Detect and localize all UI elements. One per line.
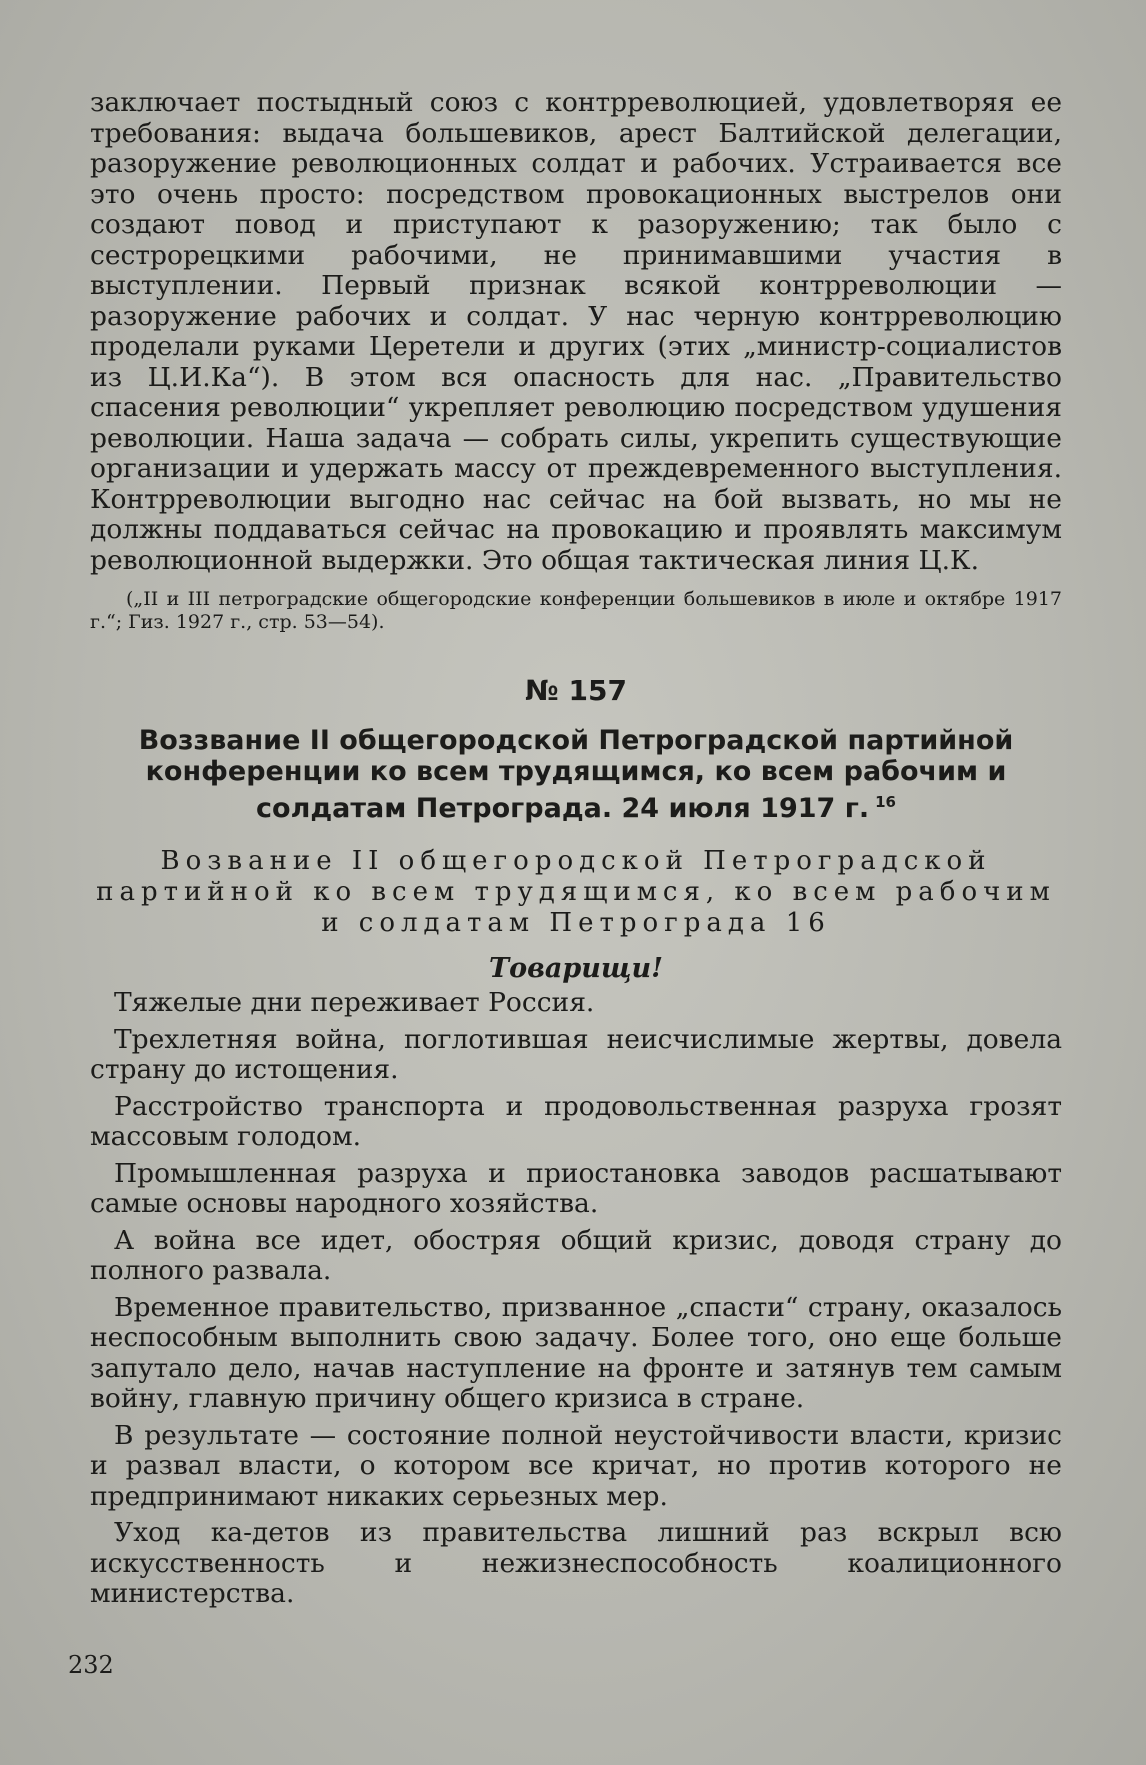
document-title-text: Воззвание II общегородской Петроградской партийной конференции ко всем трудящимся, ко всем рабочим и солдатам Петрограда. 24 июля 1917 г.: [138, 725, 1014, 824]
paragraph: В результате — состояние полной неустойчивости власти, кризис и развал власти, о котором все кричат, но против которого не предпринимают никаких серьезных мер.: [90, 1419, 1062, 1512]
greeting: Товарищи!: [489, 953, 663, 984]
paragraph: А война все идет, обостряя общий кризис, доводя страну до полного развала.: [90, 1224, 1062, 1286]
paragraph: Трехлетняя война, поглотившая неисчислимые жертвы, довела страну до истощения.: [90, 1023, 1062, 1085]
paragraph: Тяжелые дни переживает Россия.: [114, 987, 595, 1018]
document-number: № 157: [525, 674, 627, 707]
spaced-title: Возвание II общегородской Петроградской партийной ко всем трудящимся, ко всем рабочим и солдатам Петрограда 16: [96, 846, 1056, 938]
intro-paragraph: заключает постыдный союз с контрреволюцией, удовлетворяя ее требования: выдача большевиков, арест Балтийской делегации, разоружение революционных солдат и рабочих. Устраивается все это очень просто: посредством провокационных выстрелов они создают повод и приступают к разоружению; так было с сестрорецкими рабочими, не принимавшими участия в выступлении. Первый признак всякой контрреволюции — разоружение рабочих и солдат. У нас черную контрреволюцию проделали руками Церетели и других (этих „министр-социалистов из Ц.И.Ка“). В этом вся опасность для нас. „Правительство спасения революции“ укрепляет революцию посредством удушения революции. Наша задача — собрать силы, укрепить существующие организации и удержать массу от преждевременного выступления. Контрреволюции выгодно нас сейчас на бой вызвать, но мы не должны поддаваться сейчас на провокацию и проявлять максимум революционной выдержки. Это общая тактическая линия Ц.К.: [90, 87, 1062, 576]
page-number: 232: [68, 1651, 114, 1679]
paragraph: Уход ка-детов из правительства лишний раз вскрыл всю искусственность и нежизнеспособность коалиционного министерства.: [90, 1517, 1062, 1609]
document-title: [90, 725, 1062, 824]
paragraph: Расстройство транспорта и продовольственная разруха грозят массовым голодом.: [90, 1090, 1062, 1152]
paragraph: Промышленная разруха и приостановка заводов расшатывают самые основы народного хозяйства.: [90, 1157, 1062, 1219]
source-citation: („II и III петроградские общегородские конференции большевиков в июле и октябре 1917 г.“; Гиз. 1927 г., стр. 53—54).: [90, 588, 1062, 633]
text-column: [90, 88, 1062, 1616]
footnote-ref: 16: [875, 793, 896, 811]
paragraph: Временное правительство, призванное „спасти“ страну, оказалось неспособным выполнить свою задачу. Более того, оно еще больше запутало дело, начав наступление на фронте и затянув тем самым войну, главную причину общего кризиса в стране.: [90, 1291, 1062, 1414]
